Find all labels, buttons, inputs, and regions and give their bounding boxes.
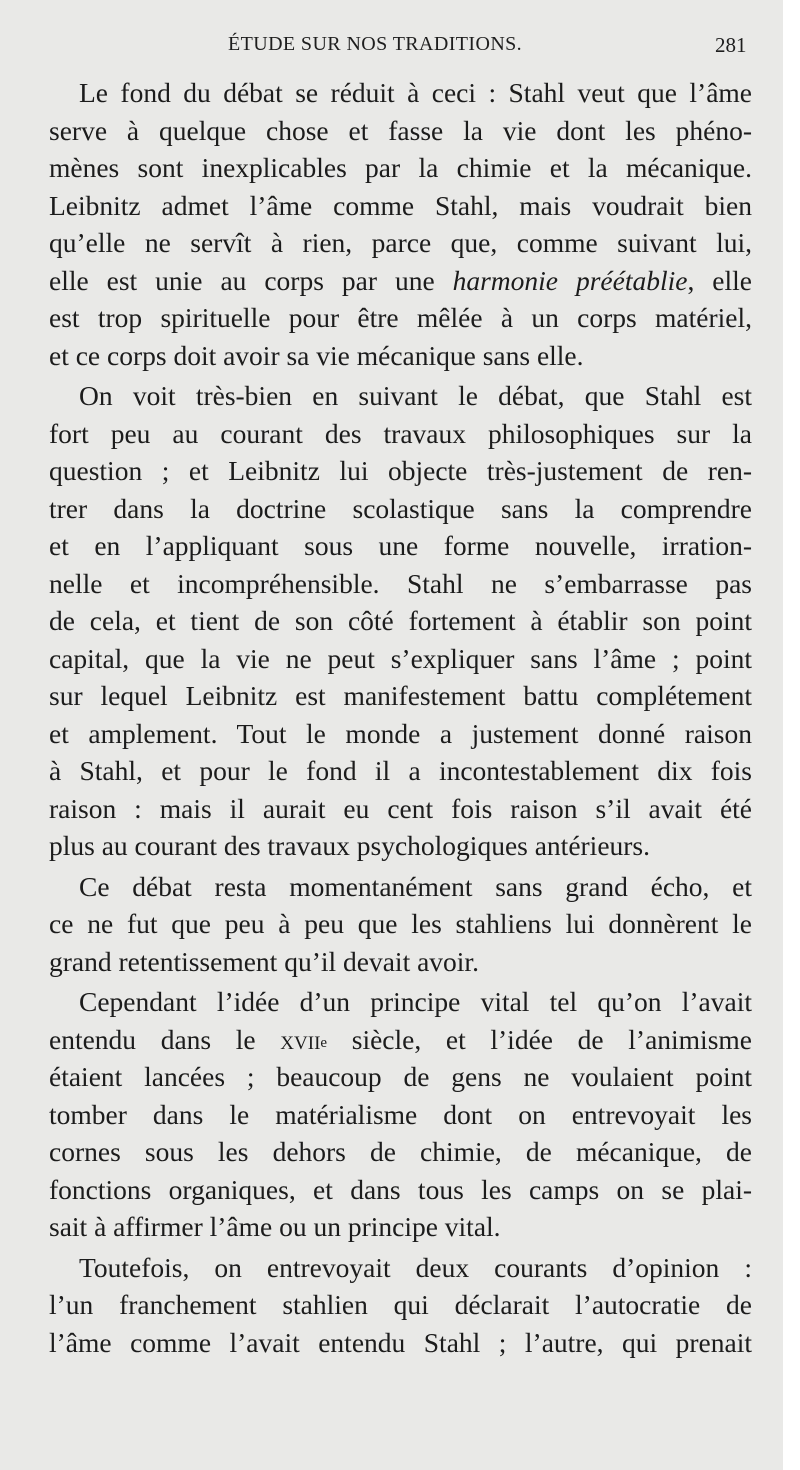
- text-line: et ce corps doit avoir sa vie mécanique sans elle.: [49, 339, 584, 371]
- text-line: plus au courant des travaux psychologiques antérieurs.: [49, 830, 651, 861]
- body-text: [49, 74, 752, 1361]
- text-line: entendu dans le xvii$^e$ siècle, et l’idée de l’animisme: [49, 1023, 752, 1055]
- text-line: mènes sont inexplicables par la chimie et la mécanique.: [49, 152, 752, 183]
- text-line: elle est unie au corps par une harmonie préétablie, elle: [49, 264, 752, 296]
- text-line: On voit très-bien en suivant le débat, que Stahl est: [79, 380, 752, 411]
- text-line: tomber dans le matérialisme dont on entrevoyait les: [49, 1098, 752, 1130]
- text-line: qu’elle ne servît à rien, parce que, comme suivant lui,: [49, 227, 752, 258]
- text-line: capital, que la vie ne peut s’expliquer sans l’âme ; point: [49, 642, 752, 674]
- text-line: l’un franchement stahlien qui déclarait l’autocratie de: [49, 1289, 752, 1320]
- text-line: serve à quelque chose et fasse la vie dont les phéno-: [49, 114, 752, 146]
- text-line: Toutefois, on entrevoyait deux courants d’opinion :: [79, 1251, 752, 1283]
- text-line: à Stahl, et pour le fond il a incontestablement dix fois: [49, 755, 752, 786]
- century-numeral: xvii: [280, 1023, 321, 1055]
- text-line: grand retentissement qu’il devait avoir.: [49, 945, 479, 977]
- page-header: [0, 33, 783, 73]
- text-line: Ce débat resta momentanément sans grand écho, et: [79, 870, 752, 902]
- text-line: fort peu au courant des travaux philosophiques sur la: [49, 417, 752, 449]
- text-line: l’âme comme l’avait entendu Stahl ; l’autre, qui prenait: [49, 1326, 752, 1358]
- text-line: trer dans la doctrine scolastique sans la comprendre: [49, 492, 752, 524]
- text-line: étaient lancées ; beaucoup de gens ne voulaient point: [49, 1061, 752, 1092]
- text-line: Le fond du débat se réduit à ceci : Stahl veut que l’âme: [79, 77, 752, 108]
- text-line: raison : mais il aurait eu cent fois raison s’il avait été: [49, 792, 752, 824]
- text-line: fonctions organiques, et dans tous les camps on se plai-: [49, 1173, 752, 1205]
- paragraph-1: [49, 74, 752, 374]
- emphasis: harmonie préétablie: [452, 264, 688, 296]
- text-line: sur lequel Leibnitz est manifestement battu complétement: [49, 680, 752, 711]
- text-line: et amplement. Tout le monde a justement donné raison: [49, 717, 752, 749]
- paragraph-4: [49, 983, 752, 1246]
- paragraph-3: [49, 868, 752, 981]
- text-line: est trop spirituelle pour être mêlée à un corps matériel,: [49, 302, 752, 333]
- text-line: et en l’appliquant sous une forme nouvelle, irration-: [49, 530, 752, 561]
- text-line: ce ne fut que peu à peu que les stahliens lui donnèrent le: [49, 908, 752, 939]
- text-line: nelle et incompréhensible. Stahl ne s’embarrasse pas: [49, 567, 752, 599]
- running-title: ÉTUDE SUR NOS TRADITIONS.: [228, 33, 523, 55]
- page-number: 281: [715, 33, 747, 57]
- text-line: de cela, et tient de son côté fortement à établir son point: [49, 605, 752, 636]
- paragraph-5: [49, 1249, 752, 1362]
- paragraph-2: [49, 377, 752, 865]
- text-line: question ; et Leibnitz lui objecte très-justement de ren-: [49, 455, 752, 486]
- page-gutter: [783, 0, 800, 1470]
- text-line: Leibnitz admet l’âme comme Stahl, mais voudrait bien: [49, 189, 752, 221]
- text-line: cornes sous les dehors de chimie, de mécanique, de: [49, 1136, 752, 1167]
- ordinal-suffix: e: [320, 1034, 328, 1051]
- text-line: sait à affirmer l’âme ou un principe vital.: [49, 1211, 501, 1242]
- text-line: Cependant l’idée d’un principe vital tel qu’on l’avait: [79, 986, 752, 1017]
